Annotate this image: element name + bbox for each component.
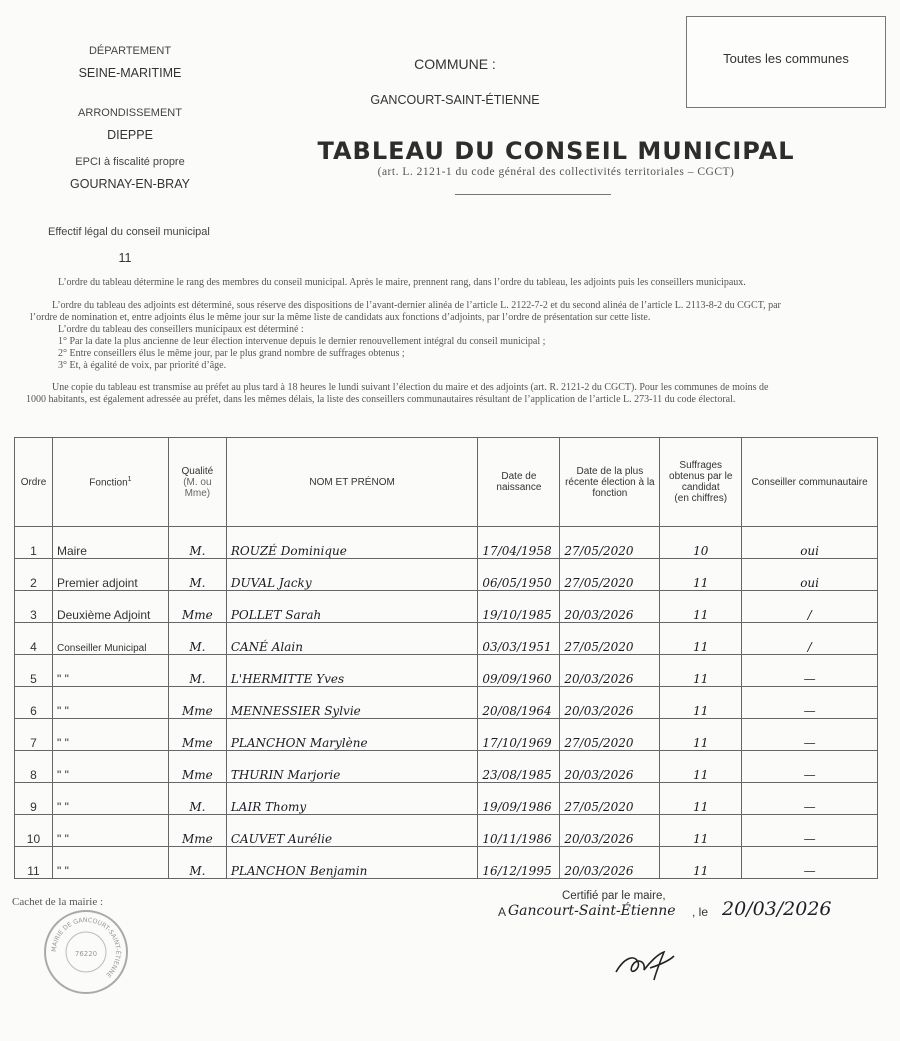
le-label: , le (692, 905, 709, 919)
para-conseillers: L’ordre du tableau des conseillers municipaux est déterminé : (58, 324, 304, 335)
para-adjoints-a: L’ordre du tableau des adjoints est déterminé, sous réserve des dispositions de l’avant-dernier alinéa de l’article L. 2122-7-2 et du second alinéa de l’article L. 2113-8-2 du CGCT, par (52, 300, 781, 311)
cell-fonction: " " (52, 719, 168, 751)
lieu-prefix: A (498, 905, 507, 919)
cell-naissance: 19/09/1986 (478, 783, 560, 815)
cell-ordre: 10 (15, 815, 53, 847)
cell-qualite: Mme (168, 751, 226, 783)
cell-ordre: 2 (15, 559, 53, 591)
cell-ordre: 4 (15, 623, 53, 655)
header-naissance: Date de naissance (478, 438, 560, 527)
cell-naissance: 17/10/1969 (478, 719, 560, 751)
cell-fonction: " " (52, 687, 168, 719)
cell-qualite: M. (168, 623, 226, 655)
cachet-label: Cachet de la mairie : (12, 896, 104, 908)
effectif-label: Effectif légal du conseil municipal (48, 226, 210, 238)
communes-box-text: Toutes les communes (723, 51, 849, 66)
cell-nom: ROUZÉ Dominique (226, 527, 478, 559)
cell-suffrages: 11 (660, 623, 742, 655)
mayor-signature (610, 940, 682, 988)
para-copie-a: Une copie du tableau est transmise au préfet au plus tard à 18 heures le lundi suivant l’élection du maire et des adjoints (art. R. 2121-2 du CGCT). Pour les communes de moins de (52, 382, 769, 393)
cell-suffrages: 11 (660, 687, 742, 719)
cell-nom: CANÉ Alain (226, 623, 478, 655)
cell-communautaire: — (742, 847, 878, 879)
para-rule-1: 1° Par la date la plus ancienne de leur élection intervenue depuis le dernier renouvellement intégral du conseil municipal ; (58, 336, 546, 347)
title-underline (455, 194, 611, 195)
cell-fonction: Premier adjoint (52, 559, 168, 591)
cell-ordre: 11 (15, 847, 53, 879)
cell-nom: LAIR Thomy (226, 783, 478, 815)
cell-qualite: M. (168, 527, 226, 559)
arrondissement-label: ARRONDISSEMENT (78, 107, 182, 119)
epci-value: GOURNAY-EN-BRAY (70, 177, 190, 191)
cell-ordre: 6 (15, 687, 53, 719)
para-rule-3: 3° Et, à égalité de voix, par priorité d’âge. (58, 360, 227, 371)
cell-nom: DUVAL Jacky (226, 559, 478, 591)
cell-communautaire: — (742, 719, 878, 751)
cell-ordre: 5 (15, 655, 53, 687)
departement-label: DÉPARTEMENT (88, 45, 172, 57)
epci-label: EPCI à fiscalité propre (75, 156, 185, 168)
table-row (15, 783, 878, 815)
seal-emblem (46, 912, 126, 992)
cell-suffrages: 11 (660, 815, 742, 847)
cell-naissance: 10/11/1986 (478, 815, 560, 847)
cell-naissance: 19/10/1985 (478, 591, 560, 623)
cell-election: 27/05/2020 (560, 719, 660, 751)
cell-naissance: 23/08/1985 (478, 751, 560, 783)
table-row (15, 847, 878, 879)
page-title: TABLEAU DU CONSEIL MUNICIPAL (317, 137, 795, 165)
cell-naissance: 20/08/1964 (478, 687, 560, 719)
cell-election: 20/03/2026 (560, 815, 660, 847)
cell-suffrages: 11 (660, 719, 742, 751)
cell-fonction: " " (52, 815, 168, 847)
header-suffrages: Suffrages obtenus par le candidat (en chiffres) (660, 438, 742, 527)
cell-qualite: Mme (168, 815, 226, 847)
cell-election: 27/05/2020 (560, 559, 660, 591)
cell-suffrages: 11 (660, 559, 742, 591)
table-header-row (15, 438, 878, 527)
cell-nom: THURIN Marjorie (226, 751, 478, 783)
cell-qualite: M. (168, 847, 226, 879)
cell-fonction: Conseiller Municipal (52, 623, 168, 655)
commune-label: COMMUNE : (414, 56, 496, 72)
cell-ordre: 3 (15, 591, 53, 623)
cell-suffrages: 11 (660, 751, 742, 783)
cell-election: 27/05/2020 (560, 623, 660, 655)
cell-election: 27/05/2020 (560, 527, 660, 559)
conseil-table (14, 437, 878, 879)
cell-communautaire: — (742, 815, 878, 847)
cell-fonction: Deuxième Adjoint (52, 591, 168, 623)
table-row (15, 655, 878, 687)
certifie-label: Certifié par le maire, (562, 890, 666, 902)
communes-box (686, 16, 886, 108)
cell-fonction: Maire (52, 527, 168, 559)
cell-fonction: " " (52, 751, 168, 783)
cell-naissance: 16/12/1995 (478, 847, 560, 879)
header-communautaire: Conseiller communautaire (742, 438, 878, 527)
para-rule-2: 2° Entre conseillers élus le même jour, par le plus grand nombre de suffrages obtenus ; (58, 348, 405, 359)
cell-fonction: " " (52, 655, 168, 687)
page-subtitle: (art. L. 2121-1 du code général des collectivités territoriales – CGCT) (377, 166, 735, 178)
cell-nom: L'HERMITTE Yves (226, 655, 478, 687)
cell-qualite: M. (168, 783, 226, 815)
svg-text:76220: 76220 (74, 950, 98, 958)
table-row (15, 527, 878, 559)
table-row (15, 719, 878, 751)
cell-qualite: Mme (168, 591, 226, 623)
cell-communautaire: oui (742, 559, 878, 591)
table-row (15, 591, 878, 623)
cell-election: 27/05/2020 (560, 783, 660, 815)
table-row (15, 559, 878, 591)
header-election: Date de la plus récente élection à la fonction (560, 438, 660, 527)
arrondissement-value: DIEPPE (107, 128, 153, 142)
cell-communautaire: oui (742, 527, 878, 559)
cell-fonction: " " (52, 783, 168, 815)
cell-qualite: M. (168, 559, 226, 591)
cell-communautaire: / (742, 591, 878, 623)
cell-qualite: Mme (168, 687, 226, 719)
cell-election: 20/03/2026 (560, 591, 660, 623)
header-fonction: Fonction$^1$ (52, 438, 168, 527)
cell-nom: CAUVET Aurélie (226, 815, 478, 847)
cell-suffrages: 11 (660, 655, 742, 687)
cell-ordre: 7 (15, 719, 53, 751)
cell-naissance: 09/09/1960 (478, 655, 560, 687)
cell-communautaire: / (742, 623, 878, 655)
cell-nom: POLLET Sarah (226, 591, 478, 623)
table-row (15, 751, 878, 783)
cell-qualite: M. (168, 655, 226, 687)
cell-communautaire: — (742, 687, 878, 719)
cell-nom: PLANCHON Benjamin (226, 847, 478, 879)
cell-qualite: Mme (168, 719, 226, 751)
cell-ordre: 9 (15, 783, 53, 815)
cell-naissance: 03/03/1951 (478, 623, 560, 655)
cell-election: 20/03/2026 (560, 751, 660, 783)
table-row (15, 687, 878, 719)
svg-text:MAIRIE DE GANCOURT-SAINT-ÉTIEN: MAIRIE DE GANCOURT-SAINT-ÉTIENNE (50, 916, 122, 979)
cell-election: 20/03/2026 (560, 847, 660, 879)
departement-value: SEINE-MARITIME (78, 66, 182, 80)
para-copie-b: 1000 habitants, est également adressée au préfet, dans les mêmes délais, la liste des conseillers communautaires résultant de l’application de l’article L. 273-11 du code électoral. (26, 394, 736, 405)
commune-value: GANCOURT-SAINT-ÉTIENNE (370, 93, 540, 107)
cell-fonction: " " (52, 847, 168, 879)
header-ordre: Ordre (15, 438, 53, 527)
cell-ordre: 1 (15, 527, 53, 559)
cell-communautaire: — (742, 751, 878, 783)
cell-ordre: 8 (15, 751, 53, 783)
cell-election: 20/03/2026 (560, 655, 660, 687)
cell-naissance: 17/04/1958 (478, 527, 560, 559)
cell-nom: PLANCHON Marylène (226, 719, 478, 751)
cell-suffrages: 11 (660, 847, 742, 879)
cell-suffrages: 11 (660, 783, 742, 815)
cell-election: 20/03/2026 (560, 687, 660, 719)
lieu-value: Gancourt-Saint-Étienne (508, 903, 676, 919)
para-ordre: L’ordre du tableau détermine le rang des membres du conseil municipal. Après le maire, prennent rang, dans l’ordre du tableau, les adjoints puis les conseillers municipaux. (58, 277, 746, 288)
header-qualite: Qualité (M. ou Mme) (168, 438, 226, 527)
cell-naissance: 06/05/1950 (478, 559, 560, 591)
table-row (15, 815, 878, 847)
header-nom: NOM ET PRÉNOM (226, 438, 478, 527)
cell-suffrages: 11 (660, 591, 742, 623)
para-adjoints-b: l’ordre de nomination et, entre adjoints élus le même jour sur la même liste de candidats aux fonctions d’adjoints, par l’ordre de présentation sur cette liste. (30, 312, 651, 323)
effectif-value: 11 (118, 251, 132, 265)
cell-nom: MENNESSIER Sylvie (226, 687, 478, 719)
signature-date: 20/03/2026 (722, 898, 832, 920)
table-row (15, 623, 878, 655)
cell-communautaire: — (742, 783, 878, 815)
cell-suffrages: 10 (660, 527, 742, 559)
cell-communautaire: — (742, 655, 878, 687)
mairie-seal (44, 910, 128, 994)
